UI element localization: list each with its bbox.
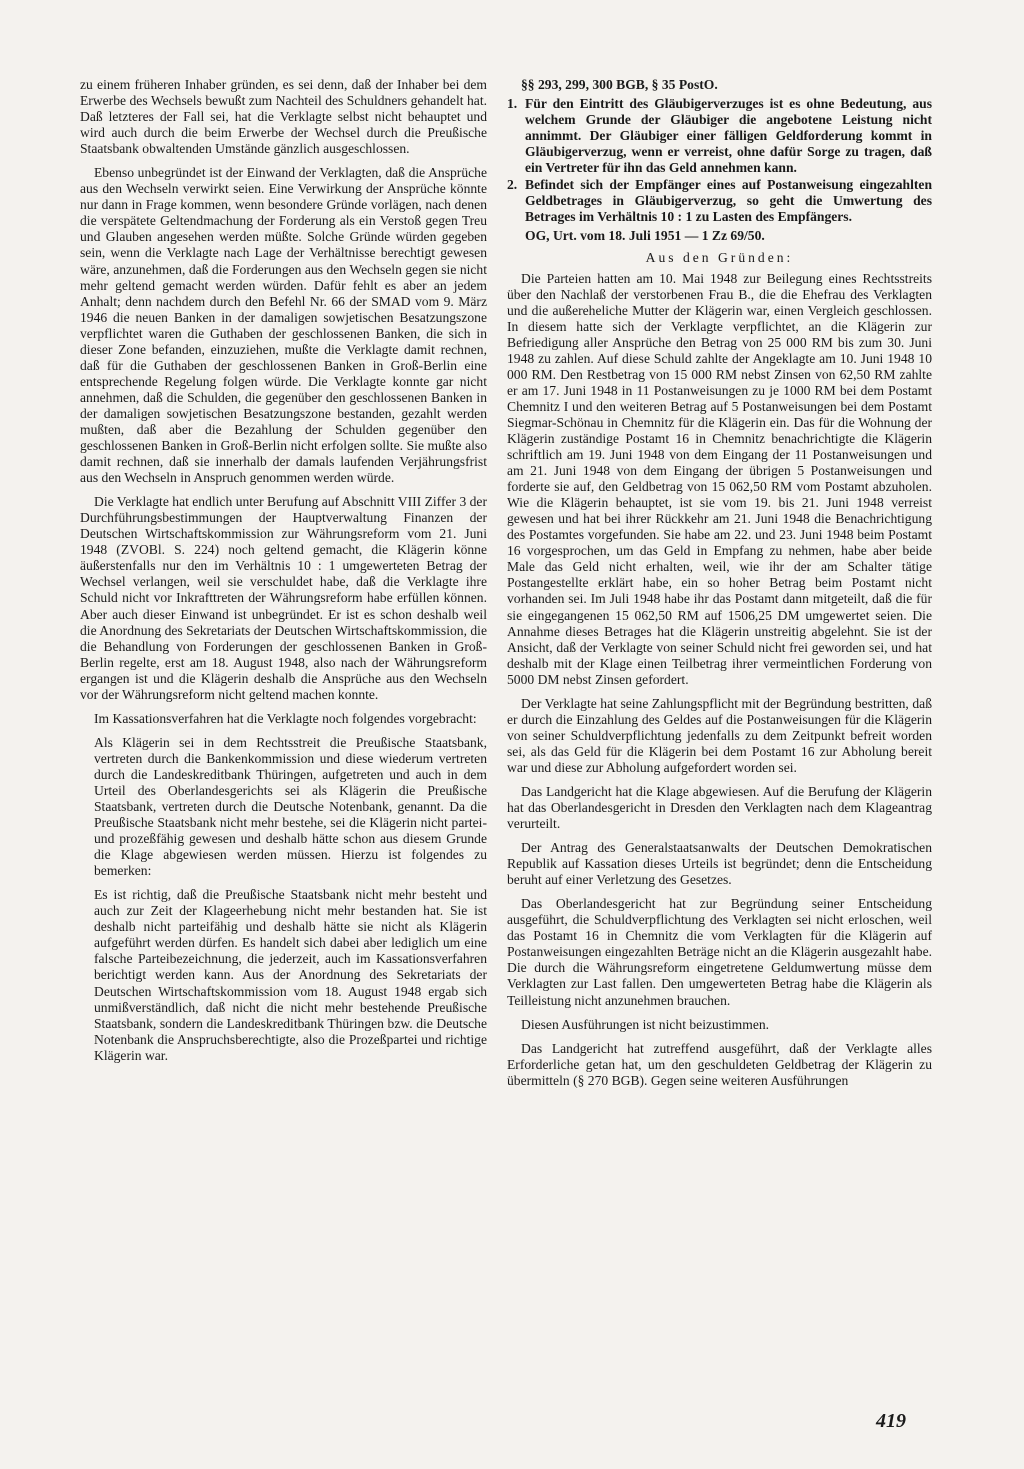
paragraph: Der Verklagte hat seine Zahlungspflicht mit der Begründung bestritten, daß er durch die Einzahlung des Geldes auf die Postanweisungen für die Klägerin von seiner Schuldverpflichtung jedenfalls zu dem Zeitpunkt befreit worden sei, als das Geld für die Klägerin bei dem Postamt 16 zur Abholung bereit war und diese zur Abholung aufgefordert worden sei. [507,695,932,775]
paragraph: Ebenso unbegründet ist der Einwand der Verklagten, daß die Ansprüche aus den Wechseln verwirkt seien. Eine Verwirkung der Ansprüche könnte nur dann in Frage kommen, wenn besondere Gründe vorlägen, nach denen die verspätete Geltendmachung der Forderung als ein Verstoß gegen Treu und Glauben angesehen werden müßte. Solche Gründe würden gegeben sein, wenn die Verklagte nach Lage der Verhältnisse berechtigt gewesen wäre, anzunehmen, daß die Forderungen aus den Wechseln gegen sie nicht mehr geltend gemacht werden würden. Dafür fehlt es aber an jedem Anhalt; denn nachdem durch den Befehl Nr. 66 der SMAD vom 9. März 1946 die neuen Banken in der damaligen sowjetischen Besatzungszone verpflichtet waren die Guthaben der geschlossenen Banken, die sich in dieser Zone befanden, einzuziehen, mußte die Verklagte damit rechnen, daß für die Guthaben der geschlossenen Banken in Groß-Berlin eine entsprechende Regelung folgen würde. Die Verklagte konnte gar nicht annehmen, daß die Schulden, die gegenüber den geschlossenen Banken in der damaligen sowjetischen Besatzungszone bestanden, gezahlt werden mußten, daß aber die Bezahlung der Schulden gegenüber den geschlossenen Banken in Groß-Berlin nicht erfolgen sollte. Sie mußte also damit rechnen, daß sie innerhalb der damals laufenden Verjährungsfrist aus den Wechseln in Anspruch genommen werden würde. [80,165,487,486]
court-reference: OG, Urt. vom 18. Juli 1951 — 1 Zz 69/50. [525,228,765,244]
leitsatz-text: Für den Eintritt des Gläubigerverzuges ist es ohne Bedeutung, aus welchem Grunde der Gläubiger die angebotene Leistung nicht annimmt. Der Gläubiger einer fälligen Geldforderung kommt in Gläubigerverzug, wenn er verreist, ohne dafür Sorge zu tragen, daß ein Vertreter für ihn das Geld annehmen kann. [525,96,932,176]
left-column [80,77,487,1072]
paragraph: Das Oberlandesgericht hat zur Begründung seiner Entscheidung ausgeführt, die Schuldverpflichtung des Verklagten sei nicht erloschen, weil das Postamt 16 in Chemnitz die vom Verklagten für die Klägerin auf Postanweisungen eingezahlten Beträge nicht an die Klägerin ausgezahlt habe. Die durch die Währungsreform eingetretene Geldumwertung müsse dem Verklagten zur Last fallen. Den umgewerteten Betrag habe die Klägerin als Teilleistung nicht anzunehmen brauchen. [507,896,932,1008]
leitsatz-number: 2. [507,177,518,193]
section-heading: Aus den Gründen: [645,250,794,266]
paragraph: Das Landgericht hat die Klage abgewiesen. Auf die Berufung der Klägerin hat das Oberlandesgericht in Dresden den Verklagten nach dem Klageantrag verurteilt. [507,783,932,832]
leitsatz-text: Befindet sich der Empfänger eines auf Postanweisung eingezahlten Geldbetrages in Gläubigerverzug, so geht die Umwertung des Betrages im Verhältnis 10 : 1 zu Lasten des Empfängers. [525,177,932,225]
right-column [507,77,932,1097]
paragraph: Die Parteien hatten am 10. Mai 1948 zur Beilegung eines Rechtsstreits über den Nachlaß der verstorbenen Frau B., die die Ehefrau des Verklagten und die außereheliche Mutter der Klägerin war, einen Vergleich geschlossen. In diesem hatte sich der Verklagte verpflichtet, an die Klägerin zur Befriedigung aller Ansprüche den Betrag von 25 000 RM bis zum 30. Juni 1948 zu zahlen. Auf diese Schuld zahlte der Angeklagte am 10. Juni 1948 10 000 RM. Den Restbetrag von 15 000 RM nebst Zinsen von 62,50 RM zahlte er am 17. Juni 1948 in 11 Postanweisungen zu je 1000 RM bei dem Postamt Chemnitz I und den weiteren Betrag auf 5 Postanweisungen bei dem Postamt Siegmar-Schönau in Chemnitz für die Klägerin ein. Das für die Wohnung der Klägerin zuständige Postamt 16 in Chemnitz benachrichtigte die Klägerin schriftlich am 19. Juni 1948 von dem Eingang der 11 Postanweisungen und am 21. Juni 1948 von dem Eingang der übrigen 5 Postanweisungen und forderte sie auf, den Geldbetrag von 15 062,50 RM vom Postamt abzuholen. Wie die Klägerin behauptet, ist sie vom 19. bis 21. Juni 1948 verreist gewesen und hat bei ihrer Rückkehr am 21. Juni 1948 die Benachrichtigung des Postamtes vorgefunden. Sie habe am 22. und 23. Juni 1948 beim Postamt 16 vorgesprochen, um das Geld in Empfang zu nehmen, habe aber beide Male das Geld nicht erhalten, weil, wie ihr der am Schalter tätige Postangestellte erklärt habe, ein so hoher Betrag beim Postamt nicht vorhanden sei. Im Juli 1948 habe ihr das Postamt dann mitgeteilt, daß die für sie eingegangenen 15 062,50 RM auf 1506,25 DM umgewertet seien. Die Annahme dieses Betrages hat die Klägerin unstreitig abgelehnt. Sie ist der Ansicht, daß der Verklagte von seiner Schuld nicht frei geworden sei, und hat deshalb mit der Klage einen Teilbetrag ihrer vermeintlichen Forderung von 5000 DM nebst Zinsen gefordert. [507,270,932,687]
paragraph: Im Kassationsverfahren hat die Verklagte noch folgendes vorgebracht: [94,710,477,726]
leitsatz [507,96,932,176]
paragraph: Die Verklagte hat endlich unter Berufung auf Abschnitt VIII Ziffer 3 der Durchführungsbestimmungen der Hauptverwaltung Finanzen der Deutschen Wirtschaftskommission zur Währungsreform vom 21. Juni 1948 (ZVOBl. S. 224) noch geltend gemacht, die Klägerin könne äußerstenfalls nur den im Verhältnis 10 : 1 umgewerteten Betrag der Wechsel verlangen, weil sie verschuldet habe, daß die Verklagte ihre Schuld nicht vor Inkrafttreten der Währungsreform habe erfüllen können. Aber auch dieser Einwand ist unbegründet. Er ist es schon deshalb weil die Anordnung des Sekretariats der Deutschen Wirtschaftskommission, die die Behandlung von Forderungen der geschlossenen Banken in Groß-Berlin regelte, erst am 18. August 1948, also nach der Währungsreform ergangen ist und die Klägerin deshalb die Ansprüche aus den Wechseln vor der Währungsreform nicht geltend machen konnte. [80,494,487,702]
leitsatz-number: 1. [507,96,518,112]
paragraph: Das Landgericht hat zutreffend ausgeführt, daß der Verklagte alles Erforderliche getan hat, um den geschuldeten Geldbetrag der Klägerin zu übermitteln (§ 270 BGB). Gegen seine weiteren Ausführungen [507,1040,932,1088]
statute-reference: §§ 293, 299, 300 BGB, § 35 PostO. [521,77,718,92]
paragraph: Diesen Ausführungen ist nicht beizustimmen. [521,1016,770,1032]
quoted-paragraph: Es ist richtig, daß die Preußische Staatsbank nicht mehr besteht und auch zur Zeit der Klageerhebung nicht mehr bestanden hat. Sie ist deshalb nicht parteifähig und deshalb hätte sie nicht als Klägerin aufgeführt werden dürfen. Es handelt sich dabei aber lediglich um eine falsche Parteibezeichnung, die jederzeit, auch im Kassationsverfahren berichtigt werden kann. Aus der Anordnung des Sekretariats der Deutschen Wirtschaftskommission vom 18. August 1948 ergab sich unmißverständlich, daß nicht die nicht mehr bestehende Preußische Staatsbank, sondern die Landeskreditbank Thüringen bzw. die Deutsche Notenbank die Anspruchsberechtigte, also die Prozeßpartei und richtige Klägerin war. [94,887,487,1063]
quoted-paragraph: Als Klägerin sei in dem Rechtsstreit die Preußische Staatsbank, vertreten durch die Bankenkommission und diese wiederum vertreten durch die Landeskreditbank Thüringen, aufgetreten und auch in dem Urteil des Oberlandesgerichts sei als Klägerin die Preußische Staatsbank, vertreten durch die Deutsche Notenbank, genannt. Da die Preußische Staatsbank nicht mehr bestehe, sei die Klägerin nicht partei- und prozeßfähig gewesen und deshalb hätte schon aus diesem Grunde die Klage abgewiesen werden müssen. Hierzu ist folgendes zu bemerken: [94,734,487,879]
paragraph: Der Antrag des Generalstaatsanwalts der Deutschen Demokratischen Republik auf Kassation dieses Urteils ist begründet; denn die Entscheidung beruht auf einer Verletzung des Gesetzes. [507,840,932,888]
leitsatz [507,177,932,225]
page-number: 419 [876,1410,906,1432]
paragraph: zu einem früheren Inhaber gründen, es sei denn, daß der Inhaber bei dem Erwerbe des Wechsels bewußt zum Nachteil des Schuldners gehandelt hat. Daß letzteres der Fall sei, hat die Verklagte selbst nicht behauptet und wird auch durch die beim Erwerbe der Wechsel durch die Preußische Staatsbank obwaltenden Umstände gänzlich ausgeschlossen. [80,77,487,157]
